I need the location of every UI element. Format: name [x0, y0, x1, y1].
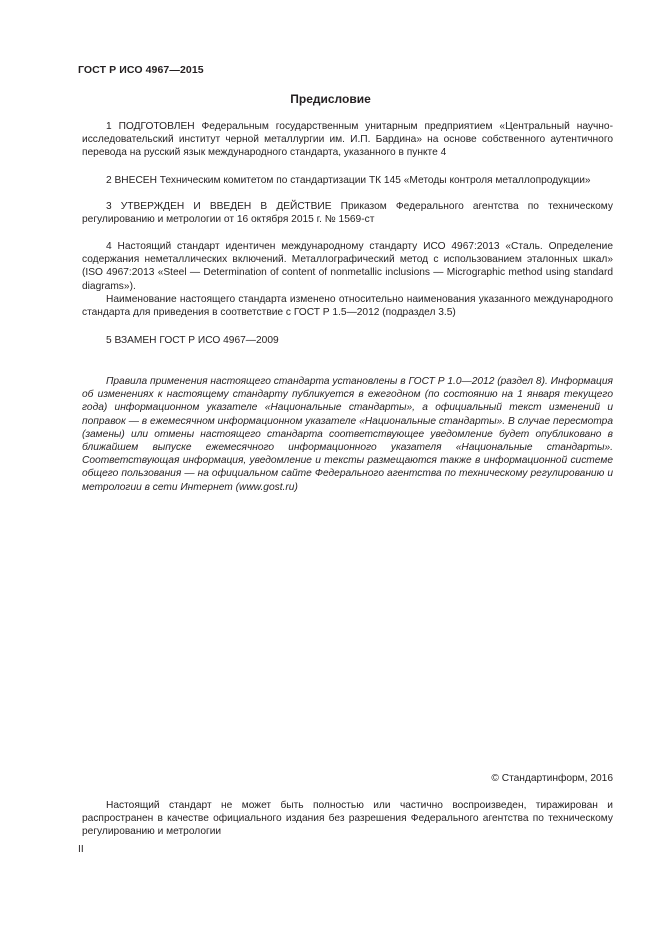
- paragraph-4: 4 Настоящий стандарт идентичен международному стандарту ИСО 4967:2013 «Сталь. Определение содержания неметаллических включений. Металлографический метод с использованием эталонных шкал» (ISO 4967:2013 «Steel — Determination of content of nonmetallic inclusions — Micrographic method using standard diagrams»).: [82, 241, 613, 292]
- paragraph-5: 5 ВЗАМЕН ГОСТ Р ИСО 4967—2009: [106, 335, 279, 346]
- footer-text: Настоящий стандарт не может быть полностью или частично воспроизведен, тиражирован и распространен в качестве официального издания без разрешения Федерального агентства по техническому регулированию и метрологии: [82, 800, 613, 838]
- paragraph-2: 2 ВНЕСЕН Техническим комитетом по стандартизации ТК 145 «Методы контроля металлопродукции»: [106, 175, 591, 186]
- page-number: II: [78, 844, 84, 855]
- page-title: Предисловие: [290, 92, 371, 106]
- application-rules-note: [82, 375, 613, 494]
- document-header: ГОСТ Р ИСО 4967—2015: [78, 64, 204, 76]
- copyright: © Стандартинформ, 2016: [491, 773, 613, 784]
- paragraph-3: 3 УТВЕРЖДЕН И ВВЕДЕН В ДЕЙСТВИЕ Приказом Федерального агентства по техническому регулированию и метрологии от 16 октября 2015 г. № 1569-ст: [82, 201, 613, 226]
- section-4: [82, 240, 613, 319]
- paragraph-1: 1 ПОДГОТОВЛЕН Федеральным государственным унитарным предприятием «Центральный научно-исследовательский институт черной металлургии им. И.П. Бардина» на основе собственного аутентичного перевода на русский язык международного стандарта, указанного в пункте 4: [82, 121, 613, 159]
- section-3: [82, 200, 613, 226]
- section-5: [82, 334, 613, 347]
- section-2: [82, 174, 613, 187]
- paragraph-4-note: Наименование настоящего стандарта изменено относительно наименования указанного международного стандарта для приведения в соответствие с ГОСТ Р 1.5—2012 (подраздел 3.5): [82, 293, 613, 319]
- reproduction-notice: [82, 799, 613, 839]
- note-text: Правила применения настоящего стандарта установлены в ГОСТ Р 1.0—2012 (раздел 8). Информация об изменениях к настоящему стандарту публикуется в ежегодном (по состоянию на 1 января текущего года) информационном указателе «Национальные стандарты», а официальный текст изменений и поправок — в ежемесячном информационном указателе «Национальные стандарты». В случае пересмотра (замены) или отмены настоящего стандарта соответствующее уведомление будет опубликовано в ближайшем выпуске ежемесячного информационного указателя «Национальные стандарты». Соответствующая информация, уведомление и тексты размещаются также в информационной системе общего пользования — на официальном сайте Федерального агентства по техническому регулированию и метрологии в сети Интернет (www.gost.ru): [82, 376, 613, 493]
- section-1: [82, 120, 613, 160]
